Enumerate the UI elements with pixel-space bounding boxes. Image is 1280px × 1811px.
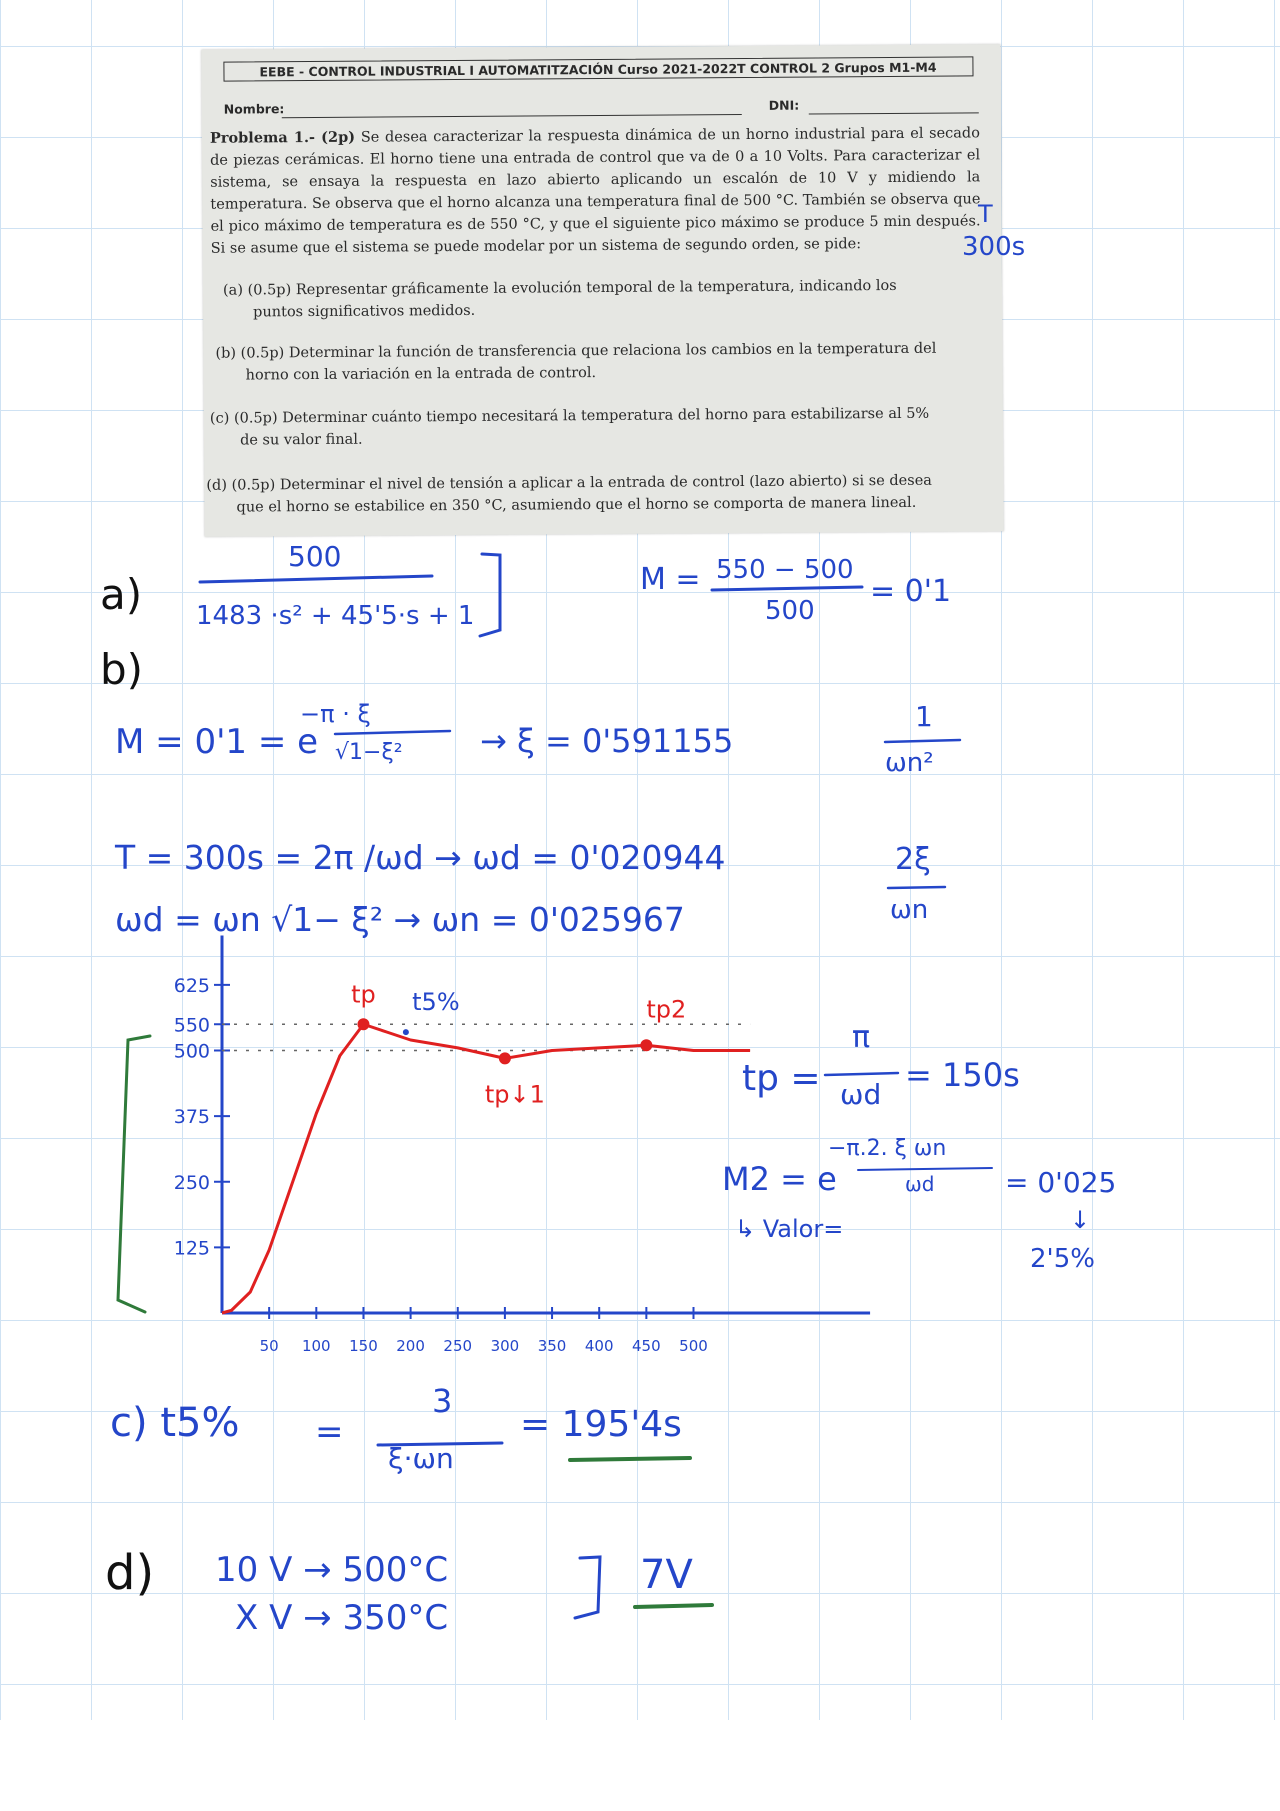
damping-exp-numerator: −π · ξ xyxy=(300,700,371,728)
x-tick-label: 100 xyxy=(301,1337,331,1355)
margin-period-300s: 300s xyxy=(962,232,1026,262)
voltage-result: 7V xyxy=(640,1552,693,1598)
annotation-label: tp↓1 xyxy=(484,1080,545,1109)
answer-c-label: c) t5% xyxy=(110,1400,240,1446)
exam-header: EEBE - CONTROL INDUSTRIAL I AUTOMATITZACIÓN Curso 2021-2022T CONTROL 2 Grupos M1-M4 xyxy=(223,56,973,81)
side-note-2-den: ωn xyxy=(890,895,929,925)
question-b-line1: (b) (0.5p) Determinar la función de transferencia que relaciona los cambios en la temperatura del xyxy=(215,340,937,362)
dni-label: DNI: xyxy=(768,97,800,113)
overshoot-lhs: M = xyxy=(640,562,701,597)
tp-denominator: ωd xyxy=(840,1078,882,1111)
damping-exp-denominator: √1−ξ² xyxy=(335,740,403,765)
annotation-label: tp2 xyxy=(646,995,687,1024)
name-label: Nombre: xyxy=(223,101,285,117)
tf-numerator: 500 xyxy=(288,540,342,573)
y-tick-label: 125 xyxy=(173,1237,210,1260)
problem-lead: Problema 1.- (2p) xyxy=(209,128,356,147)
y-tick-label: 375 xyxy=(173,1106,210,1129)
answer-a-label: a) xyxy=(100,570,143,619)
x-tick-label: 350 xyxy=(537,1337,567,1355)
settling-denominator: ξ·ωn xyxy=(388,1442,454,1475)
tp-lhs: tp = xyxy=(742,1058,821,1099)
natural-freq-equation: ωd = ωn √1− ξ² → ωn = 0'025967 xyxy=(115,900,685,939)
settling-numerator: 3 xyxy=(432,1382,453,1420)
voltage-rule-line1: 10 V → 500°C xyxy=(215,1550,449,1590)
voltage-rule-line2: X V → 350°C xyxy=(235,1598,449,1638)
side-note-2-num: 2ξ xyxy=(895,842,931,877)
margin-period-T: T xyxy=(978,200,993,228)
y-tick-label: 500 xyxy=(173,1040,210,1063)
y-tick-label: 625 xyxy=(173,974,210,997)
tp-result: = 150s xyxy=(905,1056,1020,1094)
x-tick-label: 150 xyxy=(349,1337,378,1355)
tp-numerator: π xyxy=(852,1020,871,1055)
overshoot-denominator: 500 xyxy=(765,596,815,626)
x-tick-label: 250 xyxy=(443,1337,473,1355)
x-tick-label: 50 xyxy=(259,1337,279,1355)
answer-d-label: d) xyxy=(105,1545,155,1601)
problem-text: Se desea caracterizar la respuesta dinámica de un horno industrial para el secado de piezas cerámicas. El horno tiene una entrada de control que va de 0 a 10 Volts. Para caracterizar el sistema, se ensaya la respuesta en lazo abierto aplicando un escalón de 10 V y midiendo la temperatura. Se observa que el horno alcanza una temperatura final de 500 °C. También se observa que el pico máximo de temperatura es de 550 °C, y que el siguiente pico máximo se produce 5 min después. Si se asume que el sistema se puede modelar por un sistema de segundo orden, se pide: xyxy=(210,125,981,257)
m2-lhs: M2 = e xyxy=(722,1160,837,1198)
question-a-line1: (a) (0.5p) Representar gráficamente la evolución temporal de la temperatura, indicando los xyxy=(222,277,897,299)
valor-label: ↳ Valor= xyxy=(735,1215,844,1243)
period-equation: T = 300s = 2π /ωd → ωd = 0'020944 xyxy=(115,838,726,877)
x-tick-label: 400 xyxy=(584,1337,614,1355)
settling-eq-sign: = xyxy=(315,1412,344,1452)
x-tick-label: 300 xyxy=(490,1337,520,1355)
valor-arrow: ↓ xyxy=(1070,1206,1091,1234)
question-b-line2: horno con la variación en la entrada de control. xyxy=(245,365,597,384)
side-note-1-den: ωn² xyxy=(885,748,934,778)
annotation-label: tp xyxy=(351,980,376,1009)
question-c-line2: de su valor final. xyxy=(239,431,363,449)
y-tick-label: 250 xyxy=(173,1171,210,1194)
tf-denominator: 1483 ·s² + 45'5·s + 1 xyxy=(196,601,475,631)
question-d-line2: que el horno se estabilice en 350 °C, asumiendo que el horno se comporta de manera lineal. xyxy=(236,494,917,516)
x-tick-label: 450 xyxy=(632,1337,661,1355)
annotation-label: t5% xyxy=(412,988,460,1017)
x-tick-label: 500 xyxy=(679,1337,708,1355)
damping-eq-lhs: M = 0'1 = e xyxy=(115,722,319,762)
question-d-line1: (d) (0.5p) Determinar el nivel de tensión a aplicar a la entrada de control (lazo abierto) si se desea xyxy=(206,472,932,494)
m2-result: = 0'025 xyxy=(1005,1166,1117,1199)
valor-percent: 2'5% xyxy=(1030,1244,1095,1274)
side-note-1-num: 1 xyxy=(915,700,933,733)
x-tick-label: 200 xyxy=(396,1337,425,1355)
y-tick-label: 550 xyxy=(173,1014,210,1037)
m2-exp-denominator: ωd xyxy=(905,1172,935,1196)
overshoot-numerator: 550 − 500 xyxy=(716,555,854,585)
answer-b-label: b) xyxy=(100,645,144,694)
question-c-line1: (c) (0.5p) Determinar cuánto tiempo necesitará la temperatura del horno para estabilizarse al 5% xyxy=(209,405,930,427)
settling-result: = 195'4s xyxy=(520,1404,682,1445)
damping-result: → ξ = 0'591155 xyxy=(480,722,734,760)
overshoot-result: = 0'1 xyxy=(870,574,952,609)
question-a-line2: puntos significativos medidos. xyxy=(253,302,476,321)
m2-exp-numerator: −π.2. ξ ωn xyxy=(828,1136,947,1161)
